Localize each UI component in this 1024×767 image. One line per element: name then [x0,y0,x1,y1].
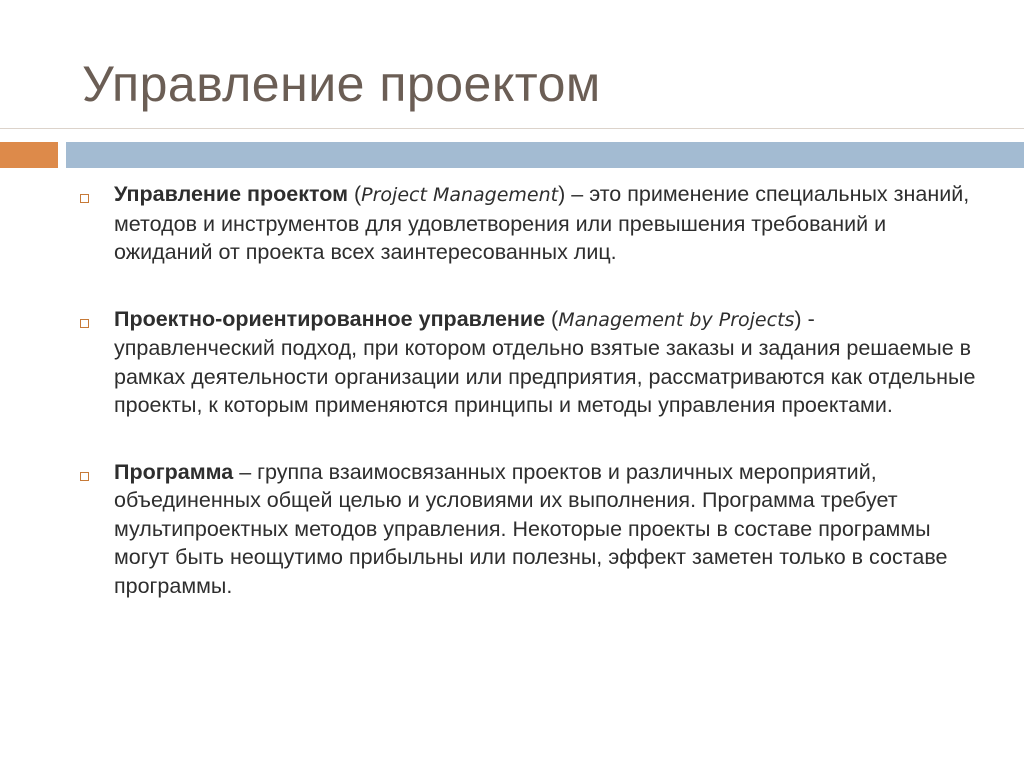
accent-bar-blue [66,142,1024,168]
slide-title: Управление проектом [82,56,601,112]
item-text [114,458,978,601]
item-term: Управление проектом [114,182,349,206]
item-definition: – это применение специальных знаний, методов и инструментов для удовлетворения или превышения требований и ожиданий от проекта всех заинтересованных лиц. [114,182,970,264]
square-bullet-icon [80,194,89,203]
title-divider [0,128,1024,129]
paren-open: ( [545,306,559,331]
bullet-list [78,180,978,600]
list-item-project-management [78,180,978,267]
item-text [114,305,978,420]
item-english-term: Project Management [361,184,559,206]
item-english-term: Management by Projects [558,308,795,331]
item-definition: - управленческий подход, при котором отдельно взятые заказы и задания решаемые в рамках деятельности организации или предприятия, рассматриваются как отдельные проекты, к которым применяются принципы и методы управления проектами. [114,306,976,417]
paren-close: ) [558,182,566,206]
item-definition: – группа взаимосвязанных проектов и различных мероприятий, объединенных общей целью и условиями их выполнения. Программа требует мультипроектных методов управления. Некоторые проекты в составе программы могут быть неощутимо прибыльны или полезны, эффект заметен только в составе программы. [114,459,948,598]
item-term: Программа [114,459,234,484]
square-bullet-icon [80,472,89,481]
paren-close: ) [794,306,802,331]
accent-bar-orange [0,142,58,168]
item-term: Проектно-ориентированное управление [114,306,546,331]
item-text [114,180,978,267]
list-item-management-by-projects [78,305,978,420]
paren-open: ( [348,182,362,206]
list-item-program [78,458,978,601]
square-bullet-icon [80,319,89,328]
